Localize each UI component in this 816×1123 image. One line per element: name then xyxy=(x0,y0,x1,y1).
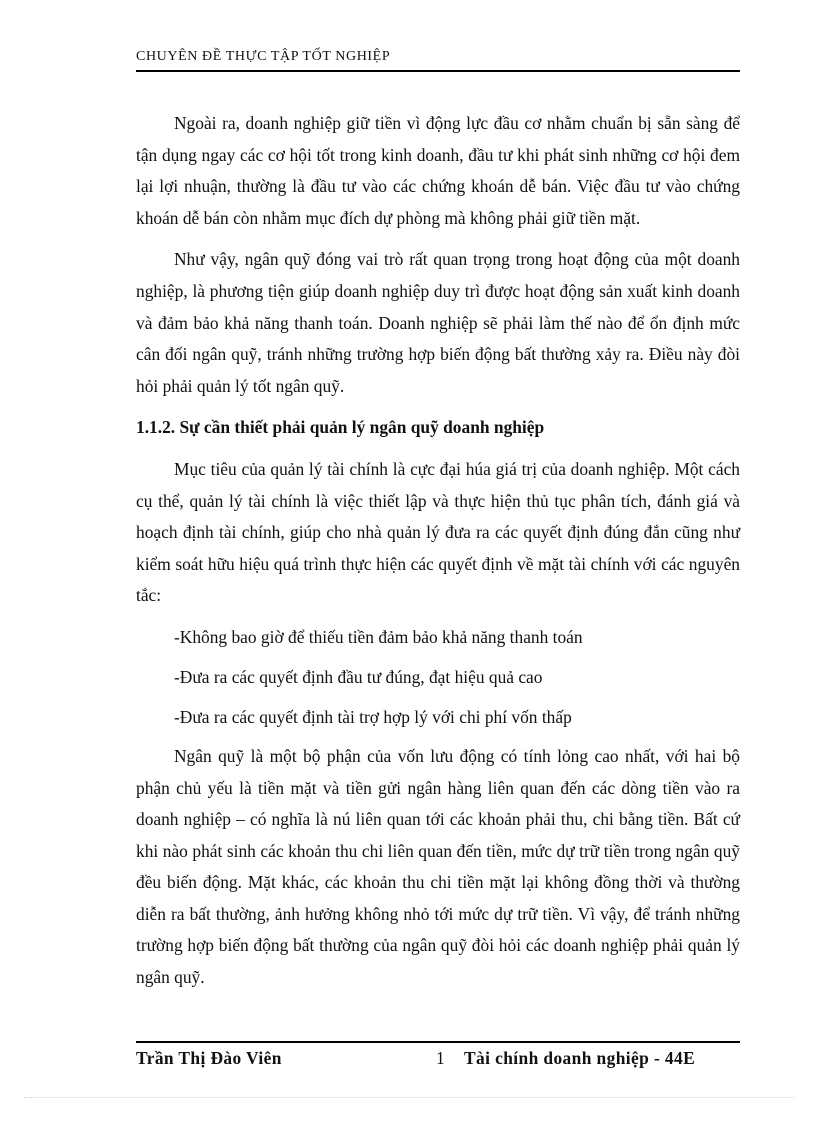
footer-department: Tài chính doanh nghiệp - 44E xyxy=(464,1048,696,1068)
paragraph-treasury-definition: Ngân quỹ là một bộ phận của vốn lưu động có tính lỏng cao nhất, với hai bộ phận chủ yếu là tiền mặt và tiền gửi ngân hàng liên quan đến các dòng tiền vào ra doanh nghiệp – có nghĩa là nú liên quan tới các khoản phải thu, chi bằng tiền. Bất cứ khi nào phát sinh các khoản thu chi liên quan đến tiền, mức dự trữ tiền trong ngân quỹ đều biến động. Mặt khác, các khoản thu chi tiền mặt lại không đồng thời và thường diễn ra bất thường, ảnh hưởng không nhỏ tới mức dự trữ tiền. Vì vậy, để tránh những trường hợp biến động bất thường của ngân quỹ đòi hỏi các doanh nghiệp phải quản lý ngân quỹ. xyxy=(136,745,740,988)
section-heading: 1.1.2. Sự cần thiết phải quản lý ngân quỹ doanh nghiệp xyxy=(136,417,545,438)
principles-list xyxy=(174,617,740,737)
list-item: -Đưa ra các quyết định đầu tư đúng, đạt hiệu quả cao xyxy=(174,666,543,687)
list-item: -Không bao giờ để thiếu tiền đảm bảo khả năng thanh toán xyxy=(174,626,583,647)
list-item: -Đưa ra các quyết định tài trợ hợp lý với chi phí vốn thấp xyxy=(174,706,572,727)
footer-author: Trần Thị Đào Viên xyxy=(136,1048,282,1068)
page-footer xyxy=(136,1048,740,1072)
paragraph-speculative-motive: Ngoài ra, doanh nghiệp giữ tiền vì động lực đầu cơ nhằm chuẩn bị sẵn sàng để tận dụng ngay các cơ hội tốt trong kinh doanh, đầu tư khi phát sinh những cơ hội đem lại lợi nhuận, thường là đầu tư vào các chứng khoán dễ bán. Việc đầu tư vào chứng khoán dễ bán còn nhằm mục đích dự phòng mà không phải giữ tiền mặt. xyxy=(136,113,740,228)
footer-divider xyxy=(136,1041,740,1043)
page-number: 1 xyxy=(436,1048,445,1068)
page-header-title: CHUYÊN ĐỀ THỰC TẬP TỐT NGHIỆP xyxy=(136,49,391,64)
header-divider xyxy=(136,70,740,72)
page-bottom-edge xyxy=(24,1097,794,1098)
paragraph-financial-management: Mục tiêu của quản lý tài chính là cực đại húa giá trị của doanh nghiệp. Một cách cụ thể, quản lý tài chính là việc thiết lập và thực hiện thủ tục phân tích, đánh giá và hoạch định tài chính, giúp cho nhà quản lý đưa ra các quyết định đúng đắn cũng như kiểm soát hữu hiệu quá trình thực hiện các quyết định về mặt tài chính với các nguyên tắc: xyxy=(136,458,740,606)
paragraph-treasury-role: Như vậy, ngân quỹ đóng vai trò rất quan trọng trong hoạt động của một doanh nghiệp, là phương tiện giúp doanh nghiệp duy trì được hoạt động sản xuất kinh doanh và đảm bảo khả năng thanh toán. Doanh nghiệp sẽ phải làm thế nào để ổn định mức cân đối ngân quỹ, tránh những trường hợp biến động bất thường xảy ra. Điều này đòi hỏi phải quản lý tốt ngân quỹ. xyxy=(136,249,740,396)
page-body xyxy=(136,108,740,994)
